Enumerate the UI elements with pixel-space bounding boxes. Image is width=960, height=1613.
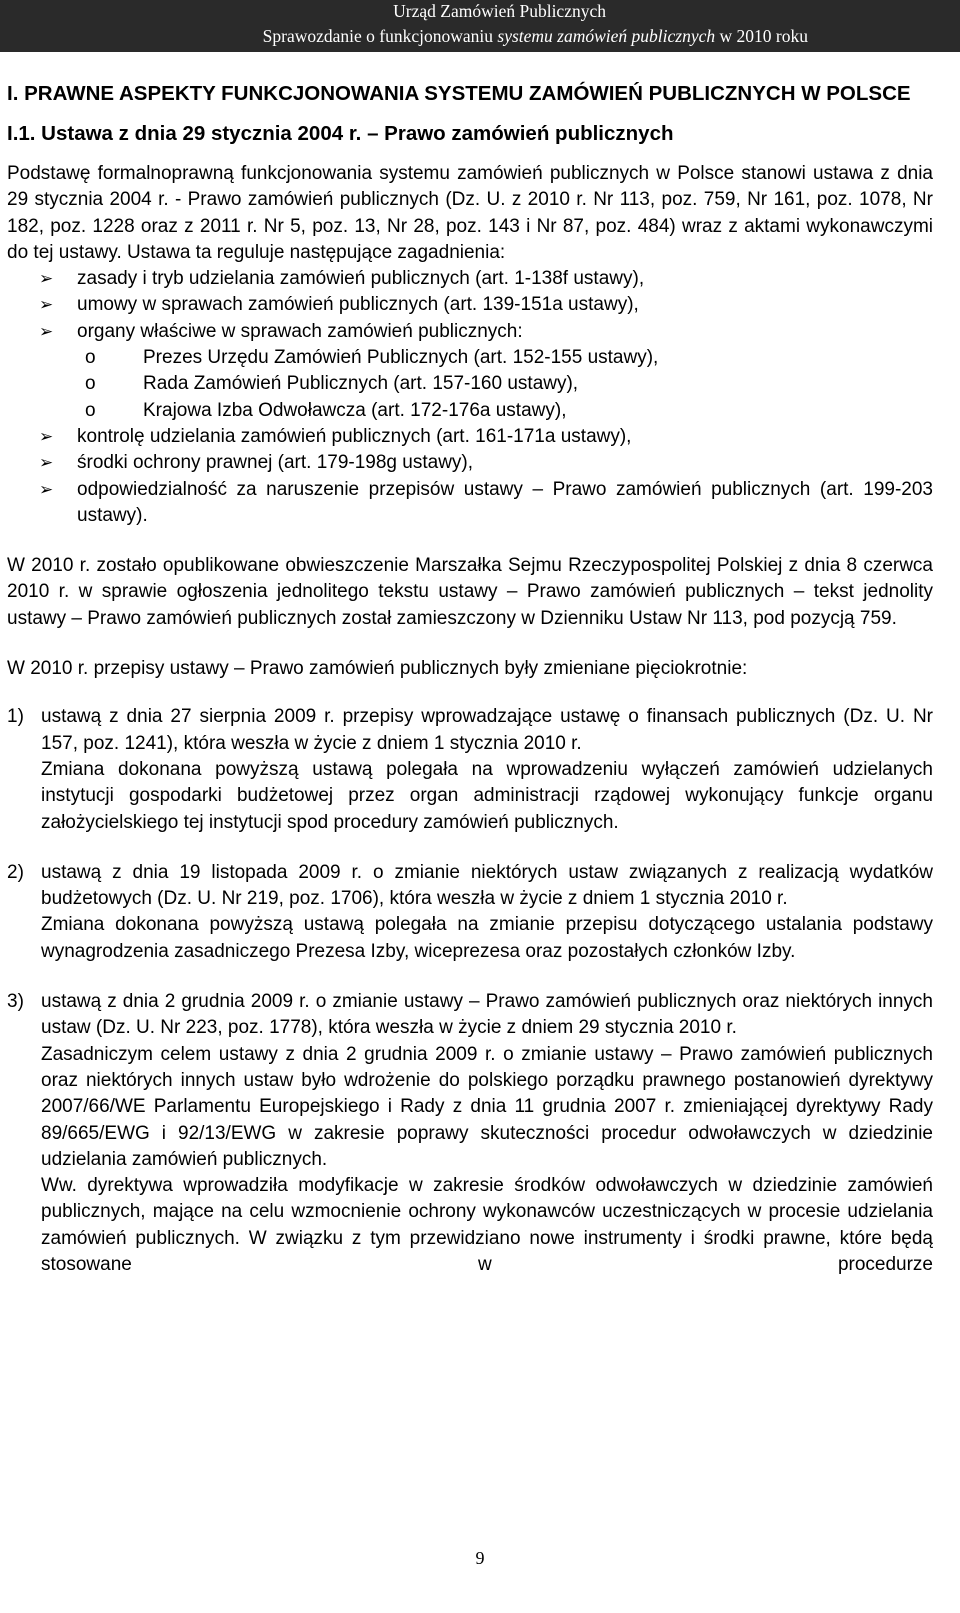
amendment-item [7,704,933,835]
list-item: o Prezes Urzędu Zamówień Publicznych (art. 152-155 ustawy), [7,345,933,371]
list-item: ➢ środki ochrony prawnej (art. 179-198g ustawy), [7,450,933,476]
amendment-extra: Ww. dyrektywa wprowadziła modyfikacje w zakresie środków odwoławczych w dziedzinie zamówień publicznych, mające na celu wzmocnienie ochrony wykonawców uczestniczących w procesie udzielania zamówień publicznych. W związku z tym przewidziano nowe instrumenty i środki prawne, które będą stosowane w procedurze [41,1175,933,1275]
circle-bullet-icon: o [85,347,96,369]
arrow-bullet-icon: ➢ [39,321,54,341]
list-item: o Rada Zamówień Publicznych (art. 157-160 ustawy), [7,371,933,397]
amendment-number: 2) [7,861,24,883]
circle-bullet-icon: o [85,373,96,395]
chapter-title: I. PRAWNE ASPEKTY FUNKCJONOWANIA SYSTEMU ZAMÓWIEŃ PUBLICZNYCH W POLSCE [7,82,911,105]
amendments-list [7,704,933,1278]
amendment-lead: ustawą z dnia 2 grudnia 2009 r. o zmianie ustawy – Prawo zamówień publicznych oraz niektórych innych ustaw (Dz. U. Nr 223, poz. 1778), która weszła w życie z dniem 29 stycznia 2010 r. [41,991,933,1039]
header-report-title: Sprawozdanie o funkcjonowaniu systemu zamówień publicznych w 2010 roku [262,26,808,46]
list-item: o Krajowa Izba Odwoławcza (art. 172-176a ustawy), [7,398,933,424]
document-body [7,80,933,1278]
list-item: ➢ kontrolę udzielania zamówień publicznych (art. 161-171a ustawy), [7,424,933,450]
arrow-bullet-icon: ➢ [39,295,54,315]
arrow-bullet-icon: ➢ [39,426,54,446]
amendment-number: 3) [7,991,24,1013]
amendment-item [7,989,933,1278]
circle-bullet-icon: o [85,399,96,421]
page-header [0,0,960,52]
topics-list [7,266,933,529]
amendment-lead: ustawą z dnia 27 sierpnia 2009 r. przepisy wprowadzające ustawę o finansach publicznych (Dz. U. Nr 157, poz. 1241), która weszła w życie z dniem 1 stycznia 2010 r. [41,706,933,754]
arrow-bullet-icon: ➢ [39,269,54,289]
intro-paragraph: Podstawę formalnoprawną funkcjonowania systemu zamówień publicznych w Polsce stanowi ustawa z dnia 29 stycznia 2004 r. - Prawo zamówień publicznych (Dz. U. z 2010 r. Nr 113, poz. 759, Nr 161, poz. 1078, Nr 182, poz. 1228 oraz z 2011 r. Nr 5, poz. 13, Nr 28, poz. 143 i Nr 87, poz. 484) wraz z aktami wykonawczymi do tej ustawy. Ustawa ta reguluje następujące zagadnienia: [7,163,933,263]
organs-sublist [77,345,933,424]
arrow-bullet-icon: ➢ [39,453,54,473]
list-item: ➢ zasady i tryb udzielania zamówień publicznych (art. 1-138f ustawy), [7,266,933,292]
arrow-bullet-icon: ➢ [39,479,54,499]
amendment-detail: Zmiana dokonana powyższą ustawą polegała na wprowadzeniu wyłączeń zamówień udzielanych instytucji gospodarki budżetowej przez organ administracji rządowej wykonujący funkcje organu założycielskiego tej instytucji spod procedury zamówień publicznych. [41,758,933,833]
amendment-detail: Zasadniczym celem ustawy z dnia 2 grudnia 2009 r. o zmianie ustawy – Prawo zamówień publicznych oraz niektórych innych ustaw było wdrożenie do polskiego porządku prawnego postanowień dyrektywy 2007/66/WE Parlamentu Europejskiego i Rady z dnia 11 grudnia 2007 r. zmieniającej dyrektywy Rady 89/665/EWG i 92/13/EWG w zakresie poprawy skuteczności procedur odwoławczych w dziedzinie udzielania zamówień publicznych. [41,1043,933,1170]
header-institution: Urząd Zamówień Publicznych [393,1,606,21]
page-number: 9 [475,1548,485,1568]
list-item: ➢ organy właściwe w sprawach zamówień publicznych: o Prezes Urzędu Zamówień Publicznych (art. 152-155 ustawy), o Rada Zamówień Publicznych (art. 157-160 ustawy), o Krajowa Izba Odwoławcza (art. 172-176a ustawy), [7,319,933,424]
section-title: I.1. Ustawa z dnia 29 stycznia 2004 r. – Prawo zamówień publicznych [7,121,674,145]
amendment-number: 1) [7,706,24,728]
amendment-item [7,860,933,965]
amendment-detail: Zmiana dokonana powyższą ustawą polegała na zmianie przepisu dotyczącego ustalania podstawy wynagrodzenia zasadniczego Prezesa Izby, wiceprezesa oraz pozostałych członków Izby. [41,914,933,962]
list-item: ➢ odpowiedzialność za naruszenie przepisów ustawy – Prawo zamówień publicznych (art. 199-203 ustawy). [39,478,933,526]
changes-paragraph: W 2010 r. przepisy ustawy – Prawo zamówień publicznych były zmieniane pięciokrotnie: [7,658,748,680]
amendment-lead: ustawą z dnia 19 listopada 2009 r. o zmianie niektórych ustaw związanych z realizacją wydatków budżetowych (Dz. U. Nr 219, poz. 1706), która weszła w życie z dniem 1 stycznia 2010 r. [41,861,933,910]
list-item: ➢ umowy w sprawach zamówień publicznych (art. 139-151a ustawy), [7,292,933,318]
announcement-paragraph: W 2010 r. zostało opublikowane obwieszczenie Marszałka Sejmu Rzeczypospolitej Polskiej z dnia 8 czerwca 2010 r. w sprawie ogłoszenia jednolitego tekstu ustawy – Prawo zamówień publicznych – tekst jednolity ustawy – Prawo zamówień publicznych został zamieszczony w Dzienniku Ustaw Nr 113, pod pozycją 759. [7,555,933,629]
